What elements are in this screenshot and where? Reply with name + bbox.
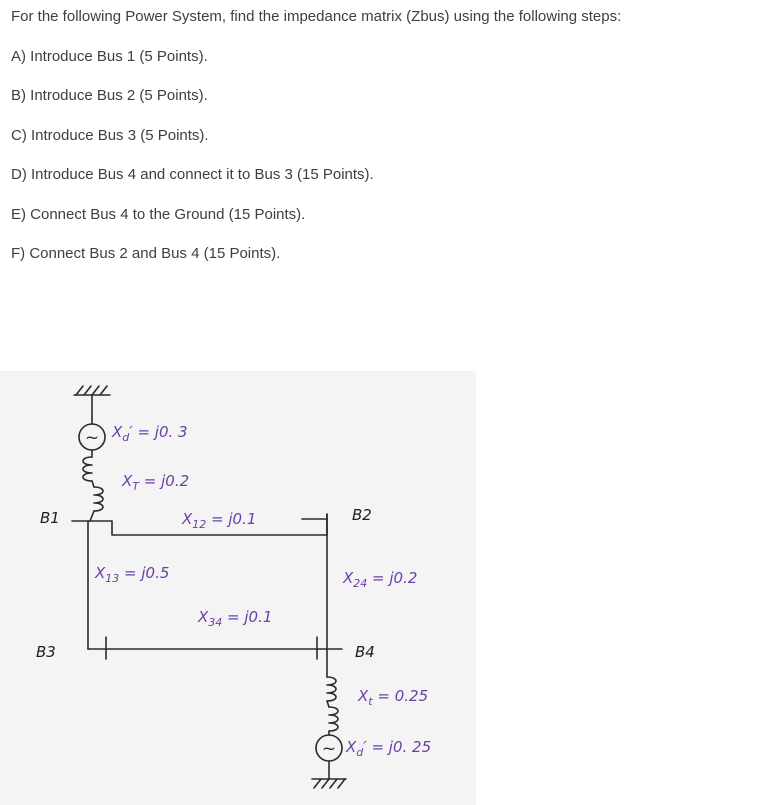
wire-coil-gap-bottom	[327, 701, 329, 707]
power-system-sketch	[0, 371, 476, 805]
generator-icon-bottom	[316, 735, 342, 761]
label-gen-top: $X_d' = j0$. 3	[112, 423, 188, 444]
label-xfmr-top: $X_T = j0.2$	[122, 472, 190, 493]
wire-coil-gap	[92, 481, 94, 487]
step-e: E) Connect Bus 4 to the Ground (15 Points).	[11, 205, 306, 223]
transformer-coil-bottom-primary-icon	[327, 677, 336, 701]
bus1-label: B1	[40, 509, 60, 527]
transformer-coil-bottom-secondary-icon	[329, 707, 338, 731]
step-b: B) Introduce Bus 2 (5 Points).	[11, 87, 208, 104]
label-x13: $X_{13} = j0.5$	[95, 564, 170, 585]
generator-symbol-bottom: ~	[321, 739, 337, 759]
generator-icon-top	[79, 424, 105, 450]
label-x34: $X_{34} = j0.1$	[198, 608, 273, 629]
transformer-coil-top-primary-icon	[83, 457, 92, 481]
bus3-label: B3	[36, 643, 56, 661]
power-system-diagram	[0, 371, 476, 805]
transformer-coil-top-secondary-icon	[94, 487, 103, 511]
step-d: D) Introduce Bus 4 and connect it to Bus 3 (15 Points).	[11, 166, 374, 183]
problem-intro: For the following Power System, find the impedance matrix (Zbus) using the following steps:	[11, 8, 622, 25]
wire-coil-to-bus1	[90, 511, 94, 521]
label-x12: $X_{12} = j0.1$	[182, 510, 257, 531]
step-a: A) Introduce Bus 1 (5 Points).	[11, 47, 208, 65]
problem-statement	[0, 0, 781, 262]
bus2-label: B2	[352, 506, 372, 524]
ground-icon-bottom	[312, 779, 346, 788]
label-gen-bottom: $X_d' = j0$. 25	[346, 738, 432, 759]
bus4-label: B4	[355, 643, 375, 661]
label-x24: $X_{24} = j0.2$	[343, 569, 418, 590]
step-c: C) Introduce Bus 3 (5 Points).	[11, 126, 209, 144]
label-xfmr-bottom: $X_t = 0.25$	[358, 687, 429, 708]
step-f: F) Connect Bus 2 and Bus 4 (15 Points).	[11, 245, 281, 262]
ground-icon-top	[74, 386, 110, 395]
generator-symbol-top: ~	[84, 428, 100, 448]
